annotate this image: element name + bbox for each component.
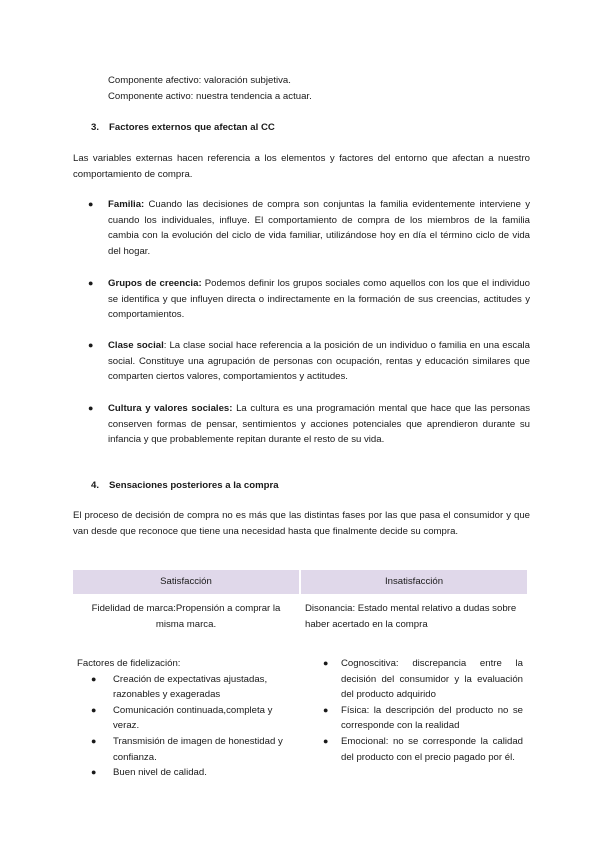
bullet-dot: ● — [88, 340, 94, 350]
bullet-dot: ● — [88, 403, 94, 413]
bullet-family — [88, 197, 530, 259]
bullet-dot: ● — [323, 658, 329, 668]
list-item-text: Creación de expectativas ajustadas, razonables y exageradas — [113, 673, 268, 701]
cell-loyalty-factors — [77, 656, 297, 781]
intro-item-affective: Componente afectivo: valoración subjetiva. — [108, 75, 291, 86]
bullet-text: Cuando las decisiones de compra son conjuntas la familia evidentemente interviene y cuando los individuales, influye. El comportamiento de compra de los miembros de la familia cambia con la evolución del ciclo de vida familiar, utilizándose hoy en día el término ciclo de vida del hogar. — [108, 199, 530, 257]
bullet-text: : La clase social hace referencia a la posición de un individuo o familia en una escala social. Constituye una agrupación de personas con ocupación, rentas y educación similares que comparten ciertos valores, comportamientos y actitudes. — [108, 340, 530, 383]
intro-item-active: Componente activo: nuestra tendencia a actuar. — [108, 91, 312, 102]
bullet-text: La cultura es una programación mental que hace que las personas conserven formas de pensar, sentimientos y acciones potenciales que aprendieron durante su infancia y que probablemente repitan durante el resto de su vida. — [108, 403, 530, 446]
section4-title: Sensaciones posteriores a la compra — [109, 480, 279, 491]
list-item-text: Cognoscitiva: discrepancia entre la decisión del consumidor y la evaluación del producto adquirido — [341, 658, 523, 701]
table-header-row — [73, 570, 527, 594]
bullet-dot: ● — [91, 735, 97, 746]
list-item-text: Física: la descripción del producto no se corresponde con la realidad — [341, 704, 523, 732]
list-item — [305, 703, 523, 734]
list-item — [305, 656, 523, 703]
header-insatisfaccion: Insatisfacción — [301, 570, 527, 594]
header-satisfaccion: Satisfacción — [73, 570, 299, 594]
section3-title: Factores externos que afectan al CC — [109, 122, 275, 133]
bullet-culture — [88, 401, 530, 448]
list-item — [77, 703, 297, 734]
bullet-dot: ● — [91, 767, 97, 778]
list-item-text: Transmisión de imagen de honestidad y confianza. — [113, 735, 283, 763]
cell-brand-loyalty: Fidelidad de marca:Propensión a comprar la misma marca. — [91, 603, 281, 630]
list-item — [305, 734, 523, 765]
loyalty-factors-list — [77, 672, 297, 781]
section4-paragraph — [73, 508, 530, 539]
cell-dissonance-types — [305, 656, 523, 765]
bullet-dot: ● — [91, 704, 97, 715]
list-item-text: Comunicación continuada,completa y veraz. — [113, 704, 273, 732]
section3-paragraph — [73, 151, 530, 182]
cell-dissonance: Disonancia: Estado mental relativo a dudas sobre haber acertado en la compra — [305, 603, 517, 630]
bullet-term: Clase social — [108, 340, 164, 351]
list-item-text: Emocional: no se corresponde la calidad del producto con el precio pagado por él. — [341, 735, 523, 763]
bullet-dot: ● — [323, 704, 329, 715]
section4-number: 4. — [91, 480, 100, 491]
list-item — [77, 672, 297, 703]
bullet-term: Familia: — [108, 199, 145, 210]
list-item — [77, 765, 297, 781]
bullet-dot: ● — [323, 735, 329, 746]
dissonance-types-list — [305, 656, 523, 765]
section3-number: 3. — [91, 122, 100, 133]
section3-paragraph-text: Las variables externas hacen referencia a los elementos y factores del entorno que afectan a nuestro comportamiento de compra. — [73, 153, 530, 180]
bullet-dot: ● — [91, 673, 97, 684]
bullet-term: Cultura y valores sociales: — [108, 403, 233, 414]
section4-heading — [91, 478, 279, 494]
list-item-text: Buen nivel de calidad. — [113, 767, 207, 779]
section4-paragraph-text: El proceso de decisión de compra no es más que las distintas fases por las que pasa el consumidor y que van desde que reconoce que tiene una necesidad hasta que finalmente decide su compra. — [73, 510, 530, 537]
bullet-social-class — [88, 338, 530, 385]
list-item — [77, 734, 297, 765]
bullet-dot: ● — [88, 278, 94, 288]
bullet-dot: ● — [88, 199, 94, 209]
bullet-text: Podemos definir los grupos sociales como aquellos con los que el individuo se identifica y que influyen directa o indirectamente en la formación de sus creencias, actitudes y comportamientos. — [108, 278, 530, 321]
bullet-term: Grupos de creencia: — [108, 278, 202, 289]
section3-heading — [91, 120, 275, 136]
bullet-groups — [88, 276, 530, 323]
loyalty-factors-title: Factores de fidelización: — [77, 658, 181, 669]
